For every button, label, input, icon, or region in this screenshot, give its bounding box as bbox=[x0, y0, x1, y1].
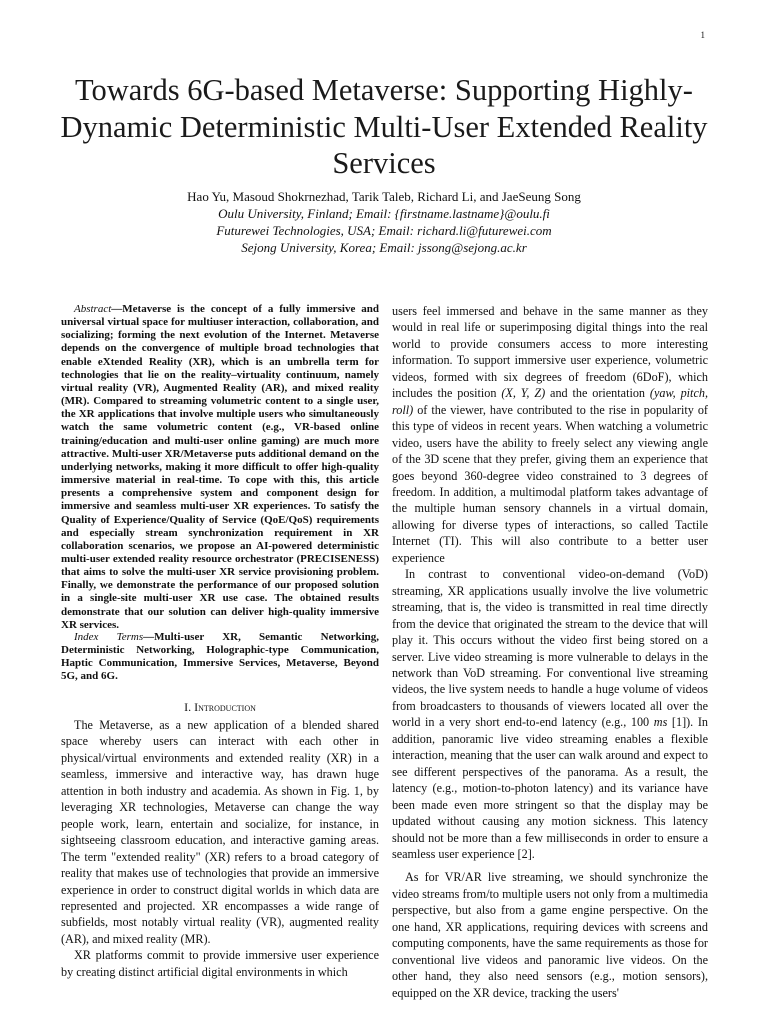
author-list: Hao Yu, Masoud Shokrnezhad, Tarik Taleb, Richard Li, and JaeSeung Song bbox=[187, 189, 581, 204]
index-terms bbox=[61, 631, 379, 684]
paper-title: Towards 6G-based Metaverse: Supporting Highly-Dynamic Deterministic Multi-User Extended Reality Services bbox=[60, 73, 708, 180]
p1-text-c: of the viewer, have contributed to the rise in popularity of this type of videos in recent years. When watching a volumetric video, users have the ability to freely select any viewing angle of the 3D scene that they prefer, giving them an experience that goes beyond 360-degree video constrained to 3 degrees of freedom. In addition, a multimodal platform takes advantage of the multiple human sensory channels in a virtual domain, allowing for diverse types of interactions, so called Tactile Internet (TI). This will also contribute to a better user experience bbox=[392, 402, 708, 565]
p1-text-b: and the orientation bbox=[545, 386, 650, 401]
intro-left-column bbox=[61, 717, 379, 980]
abstract-text: —Metaverse is the concept of a fully immersive and universal virtual space for multiuser interaction, collaboration, and socializing; forming the next evolution of the Internet. Metaverse depends on the convergence of multiple broad technologies that enable eXtended Reality (XR), which is an umbrella term for technologies that lie on the reality–virtuality continuum, namely virtual reality (VR), Augmented Reality (AR), and mixed reality (MR). Compared to streaming volumetric content to a single user, the XR applications that involve multiple users who simultaneously watch the same volumetric content (e.g., VR-based online training/education and multi-user online gaming) are much more attractive. Multi-user XR/Metaverse puts additional demand on the underlying networks, making it more difficult to offer high-quality immersive material in real-time. To cope with this, this article presents a comprehensive system and component design for immersive and seamless multi-user XR experiences. To satisfy the Quality of Experience/Quality of Service (QoE/QoS) requirements and especially stream synchronization requirement in XR collaboration scenarios, we propose an AI-powered deterministic multi-user extended reality resource orchestrator (PRECISENESS) that aims to solve the multi-user XR service provisioning problem. Finally, we demonstrate the performance of our proposed solution in a single-site multi-user XR use case. The obtained results demonstrate that our solution can deliver high-quality immersive XR services. bbox=[61, 303, 379, 631]
affiliation-futurewei: Futurewei Technologies, USA; Email: richard.li@futurewei.com bbox=[216, 223, 552, 238]
p2-text-a: In contrast to conventional video-on-demand (VoD) streaming, XR applications usually involve the live volumetric streaming, that is, the video is transmitted in real time directly from the device that originated the stream to the device that will play it. This occurs without the video first being stored on a server. Live video streaming is more vulnerable to delays in the network than VoD streaming. For conventional live streaming videos, the live system needs to handle a huge volume of videos from broadcasters to thousands of viewers located all over the world in a very short end-to-end latency (e.g., 100 bbox=[392, 567, 708, 730]
intro-paragraph-2: XR platforms commit to provide immersive user experience by creating distinct artificial digital environments in which bbox=[61, 948, 379, 979]
section-heading bbox=[61, 700, 379, 715]
latency-unit: ms bbox=[653, 715, 668, 730]
right-paragraph-1 bbox=[392, 303, 708, 566]
orientation-math: (yaw, pitch, roll) bbox=[392, 386, 708, 417]
page-number: 1 bbox=[700, 30, 705, 40]
index-terms-label: Index Terms bbox=[74, 631, 144, 643]
right-column bbox=[392, 303, 708, 1001]
section-title: Introduction bbox=[194, 700, 256, 714]
position-math: (X, Y, Z) bbox=[501, 386, 546, 401]
right-paragraph-2 bbox=[392, 566, 708, 862]
abstract-label: Abstract bbox=[74, 303, 112, 315]
p2-text-b: [1]). In addition, panoramic live video streaming enables a flexible interaction, meaning that the user can walk around and expect to see different perspectives of the panorama. As a result, the latency (e.g., motion-to-photon latency) and its variance have been made even more stringent so that the display may be updated without causing any motion sickness. This latency should not be more than a few milliseconds in order to ensure a seamless user experience [2]. bbox=[392, 715, 708, 861]
intro-paragraph-1: The Metaverse, as a new application of a blended shared space whereby users can interact with each other in physical/virtual environments and extended reality (XR) in a seamless, immersive and interactive way, has drawn huge attention in both industry and academia. As shown in Fig. 1, by leveraging XR technologies, Metaverse can change the way people work, learn, entertain and socialize, for instance, in sightseeing classroom education, and interactive gaming areas. The term "extended reality" (XR) refers to a broad category of reality that makes use of technologies that provide an immersive experience in order to construct digital worlds in which data are represented and projected. XR encompasses a wide range of subfields, most notably virtual reality (VR), augmented reality (AR), and mixed reality (MR). bbox=[61, 718, 379, 946]
abstract bbox=[61, 303, 379, 632]
author-block bbox=[40, 188, 728, 256]
right-paragraph-3: As for VR/AR live streaming, we should synchronize the video streams from/to multiple users not only from a multimedia perspective, but also from a game engine perspective. On the one hand, XR applications, requiring devices with screens and computing components, have the same requirements as those for conventional live videos and panoramic live videos. On the other hand, they also need sensors (e.g., motion sensors), equipped on the XR device, tracking the users' bbox=[392, 870, 708, 1000]
section-number: I. bbox=[184, 700, 192, 714]
p1-text-a: users feel immersed and behave in the same manner as they would in real life or superimposing digital things into the real world to provide consumers access to more interesting information. To support immersive user experience, volumetric videos, formed with six degrees of freedom (6DoF), which includes the position bbox=[392, 304, 708, 401]
affiliation-sejong: Sejong University, Korea; Email: jssong@sejong.ac.kr bbox=[241, 240, 527, 255]
index-terms-text: —Multi-user XR, Semantic Networking, Deterministic Networking, Holographic-type Communication, Haptic Communication, Immersive Services, Metaverse, Beyond 5G, and 6G. bbox=[61, 631, 379, 683]
affiliation-oulu: Oulu University, Finland; Email: {firstname.lastname}@oulu.fi bbox=[218, 206, 550, 221]
